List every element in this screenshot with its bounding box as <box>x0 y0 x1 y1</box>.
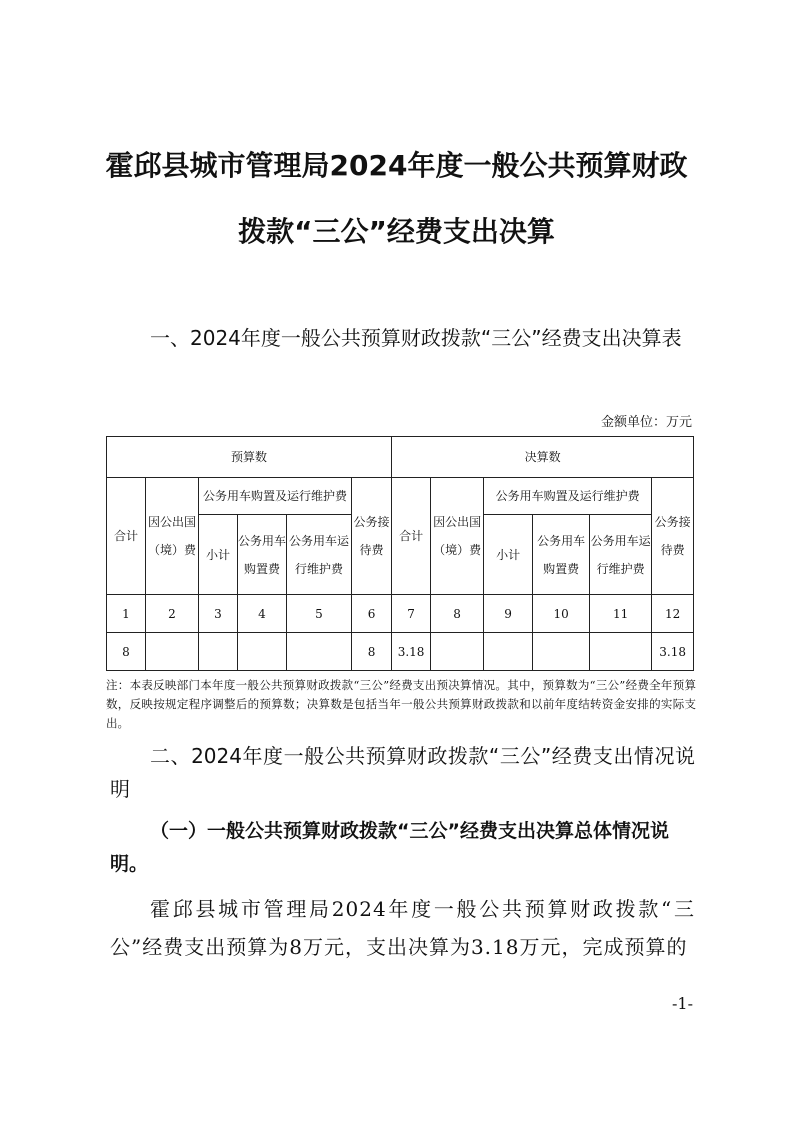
document-title-line-2: 拨款“三公”经费支出决算 <box>238 215 555 248</box>
value-cell <box>533 633 590 671</box>
final-group-header: 决算数 <box>392 437 694 478</box>
value-cell <box>484 633 533 671</box>
col-number-cell: 11 <box>590 595 652 633</box>
section-1-heading: 一、2024年度一般公共预算财政拨款“三公”经费支出决算表 <box>150 326 682 350</box>
col-number-cell: 4 <box>238 595 287 633</box>
budget-purchase-line1: 公务用车 <box>238 533 287 548</box>
final-vehicle-group-header: 公务用车购置及运行维护费 <box>484 478 652 515</box>
final-purchase-line2: 购置费 <box>543 561 580 576</box>
final-purchase-header <box>533 515 590 595</box>
col-number-cell: 12 <box>652 595 694 633</box>
final-reception-header <box>652 478 694 595</box>
body-paragraph: 霍邱县城市管理局2024年度一般公共预算财政拨款“三公”经费支出预算为8万元，支出决算为3.18万元，完成预算的 <box>110 897 695 959</box>
value-cell <box>590 633 652 671</box>
value-cell: 8 <box>107 633 146 671</box>
budget-group-header: 预算数 <box>107 437 392 478</box>
budget-operation-line2: 行维护费 <box>294 561 343 576</box>
value-cell <box>431 633 484 671</box>
page-number: -1- <box>672 994 693 1013</box>
value-cell: 3.18 <box>652 633 694 671</box>
final-abroad-header <box>431 478 484 595</box>
col-number-cell: 9 <box>484 595 533 633</box>
budget-purchase-line2: 购置费 <box>243 561 280 576</box>
col-number-cell: 10 <box>533 595 590 633</box>
subsection-heading: （一）一般公共预算财政拨款“三公”经费支出决算总体情况说明。 <box>110 820 669 875</box>
final-operation-header <box>590 515 652 595</box>
final-subtotal-header: 小计 <box>484 515 533 595</box>
col-number-cell: 8 <box>431 595 484 633</box>
budget-purchase-header <box>238 515 287 595</box>
value-cell <box>146 633 199 671</box>
budget-total-header: 合计 <box>107 478 146 595</box>
final-operation-line1: 公务用车运 <box>590 533 651 548</box>
col-number-cell: 5 <box>287 595 352 633</box>
col-number-cell: 2 <box>146 595 199 633</box>
final-operation-line2: 行维护费 <box>596 561 645 576</box>
budget-operation-header <box>287 515 352 595</box>
col-number-cell: 6 <box>352 595 392 633</box>
final-abroad-line1: 因公出国 <box>433 515 482 529</box>
unit-label: 金额单位：万元 <box>600 415 692 430</box>
budget-abroad-line1: 因公出国 <box>147 515 196 529</box>
value-cell <box>287 633 352 671</box>
value-cell <box>199 633 238 671</box>
final-abroad-line2: （境）费 <box>433 543 482 557</box>
table-note: 注：本表反映部门本年度一般公共预算财政拨款“三公”经费支出预决算情况。其中，预算数为“三公”经费全年预算数，反映按规定程序调整后的预算数；决算数是包括当年一般公共预算财政拨款和以前年度结转资金安排的实际支出。 <box>106 678 696 730</box>
budget-abroad-header <box>146 478 199 595</box>
value-cell <box>238 633 287 671</box>
three-public-expense-table <box>106 436 694 671</box>
budget-vehicle-group-header: 公务用车购置及运行维护费 <box>199 478 352 515</box>
final-total-header: 合计 <box>392 478 431 595</box>
col-number-cell: 1 <box>107 595 146 633</box>
final-reception-line1: 公务接 <box>654 515 691 529</box>
budget-reception-header <box>352 478 392 595</box>
budget-abroad-line2: （境）费 <box>147 543 196 557</box>
value-cell: 8 <box>352 633 392 671</box>
col-number-cell: 3 <box>199 595 238 633</box>
final-reception-line2: 待费 <box>660 543 685 557</box>
budget-reception-line1: 公务接 <box>353 515 390 529</box>
value-cell: 3.18 <box>392 633 431 671</box>
section-2-heading: 二、2024年度一般公共预算财政拨款“三公”经费支出情况说明 <box>110 744 695 801</box>
final-purchase-line1: 公务用车 <box>537 533 586 548</box>
document-title-line-1: 霍邱县城市管理局2024年度一般公共预算财政 <box>105 149 688 182</box>
budget-operation-line1: 公务用车运 <box>288 533 349 548</box>
budget-subtotal-header: 小计 <box>199 515 238 595</box>
col-number-cell: 7 <box>392 595 431 633</box>
budget-reception-line2: 待费 <box>359 543 384 557</box>
